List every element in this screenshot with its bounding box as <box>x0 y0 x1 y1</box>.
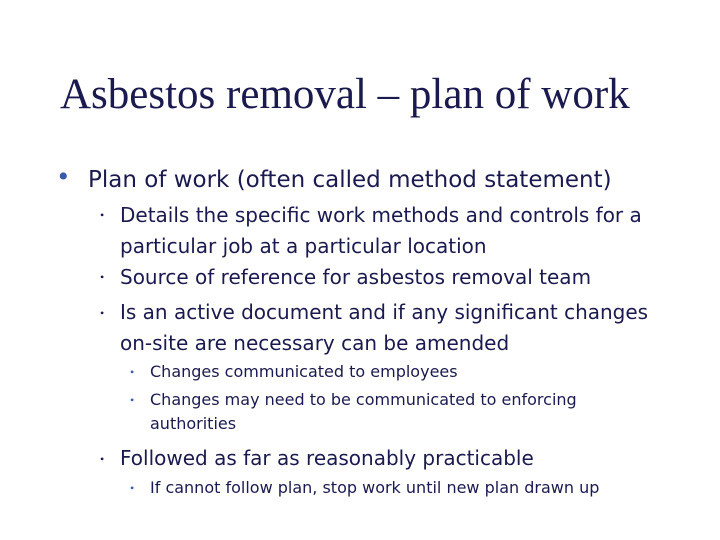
list-item: Followed as far as reasonably practicable <box>120 446 534 470</box>
list-item: Changes communicated to employees <box>150 362 458 381</box>
list-item: Changes may need to be communicated to enforcing authorities <box>150 390 577 433</box>
bullet-icon: • <box>100 306 105 320</box>
list-item: Source of reference for asbestos removal team <box>120 265 592 289</box>
bullet-icon: • <box>100 452 105 466</box>
list-item: If cannot follow plan, stop work until new plan drawn up <box>150 478 600 497</box>
main-bullet-text: Plan of work (often called method statement) <box>88 167 612 193</box>
list-item: Details the specific work methods and controls for a particular job at a particular location <box>120 203 642 258</box>
slide-title: Asbestos removal – plan of work <box>60 71 630 118</box>
bullet-icon: • <box>100 270 105 284</box>
list-item: Is an active document and if any significant changes on-site are necessary can be amended <box>120 300 649 355</box>
bullet-icon: • <box>100 208 105 222</box>
bullet-icon: • <box>130 365 135 379</box>
bullet-icon: • <box>130 393 135 407</box>
bullet-icon: • <box>58 160 69 193</box>
bullet-icon: • <box>130 481 135 495</box>
